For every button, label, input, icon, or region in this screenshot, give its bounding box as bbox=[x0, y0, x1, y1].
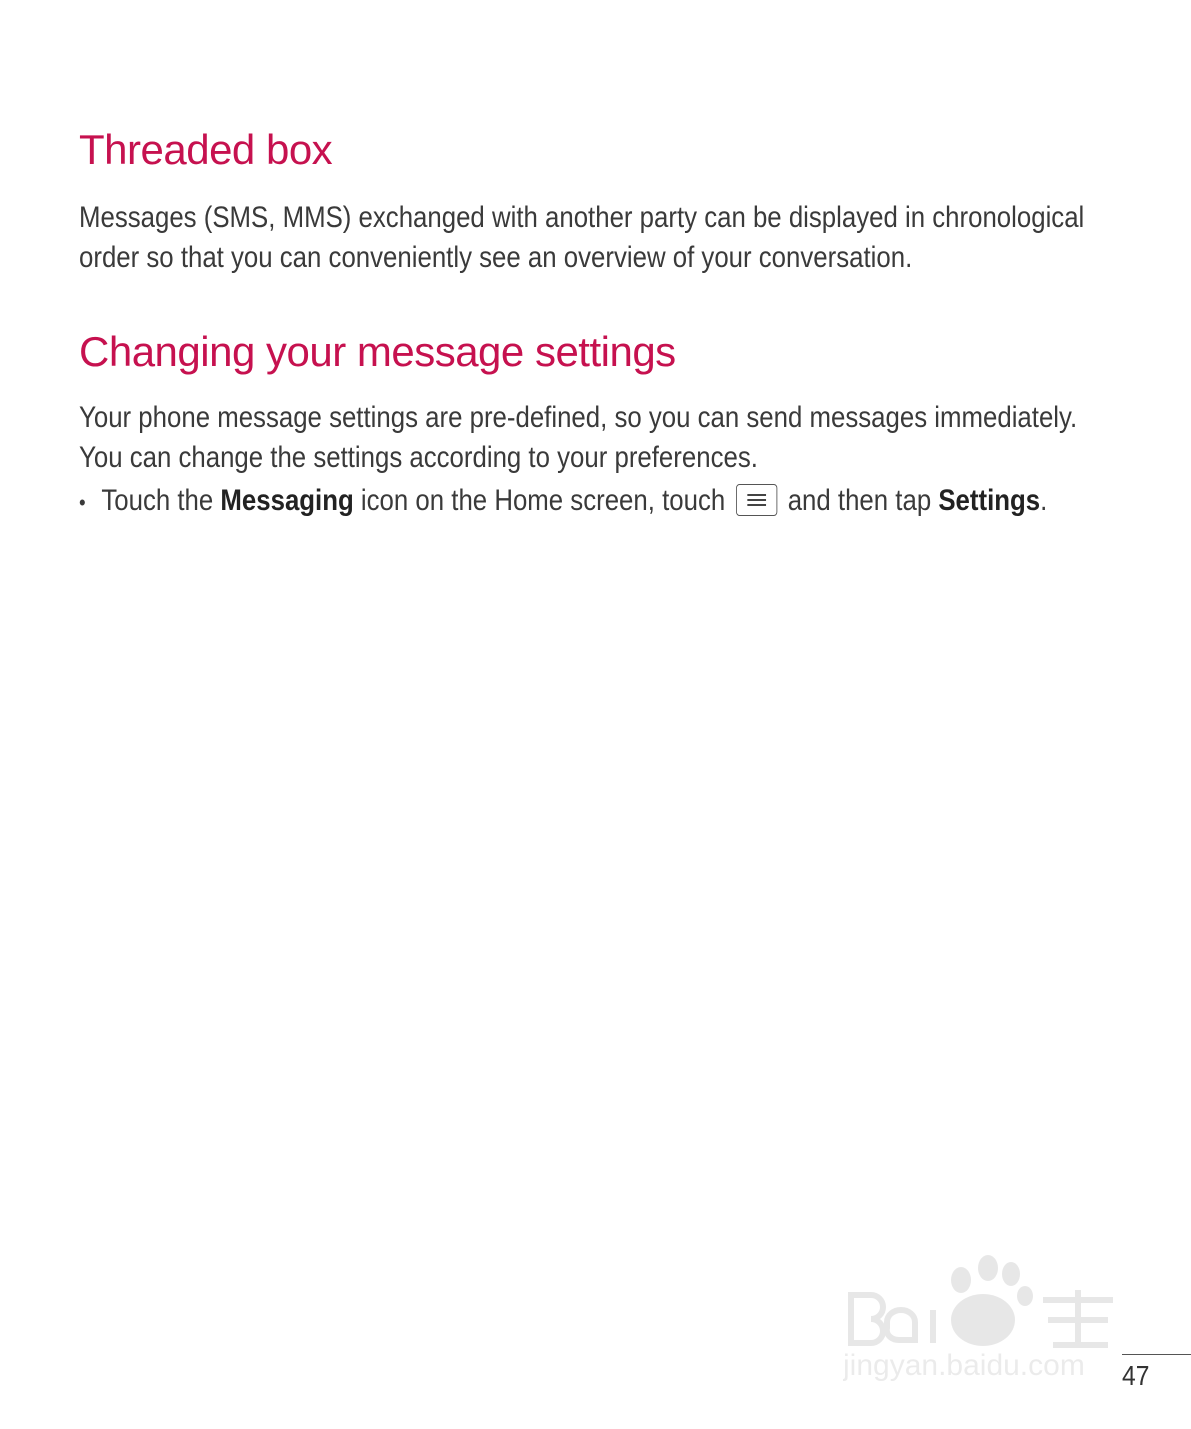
bullet-text: . bbox=[1040, 484, 1048, 517]
threaded-box-paragraph bbox=[79, 198, 1085, 278]
page-number: 47 bbox=[1122, 1360, 1150, 1391]
bullet-text: Touch the bbox=[101, 484, 221, 517]
menu-key-icon bbox=[736, 484, 777, 516]
settings-option-name: Settings bbox=[938, 484, 1041, 517]
section-heading-message-settings: Changing your message settings bbox=[79, 328, 676, 375]
svg-text:jingyan.baidu.com: jingyan.baidu.com bbox=[843, 1349, 1085, 1382]
message-settings-paragraph bbox=[79, 398, 1078, 478]
section-heading-threaded-box: Threaded box bbox=[79, 126, 333, 173]
paragraph-line: order so that you can conveniently see an overview of your conversation. bbox=[79, 241, 913, 274]
paragraph-line: Messages (SMS, MMS) exchanged with another party can be displayed in chronological bbox=[79, 201, 1085, 234]
bullet-marker: • bbox=[79, 490, 86, 515]
paragraph-line: Your phone message settings are pre-defined, so you can send messages immediately. bbox=[79, 401, 1078, 434]
messaging-app-name: Messaging bbox=[220, 484, 354, 517]
bullet-text: icon on the Home screen, touch bbox=[353, 484, 733, 517]
paragraph-line: You can change the settings according to your preferences. bbox=[79, 441, 758, 474]
page-number-rule bbox=[1122, 1354, 1191, 1355]
baidu-watermark-logo bbox=[843, 1250, 1123, 1385]
bullet-text: and then tap bbox=[780, 484, 939, 517]
instruction-bullet bbox=[79, 481, 1047, 523]
